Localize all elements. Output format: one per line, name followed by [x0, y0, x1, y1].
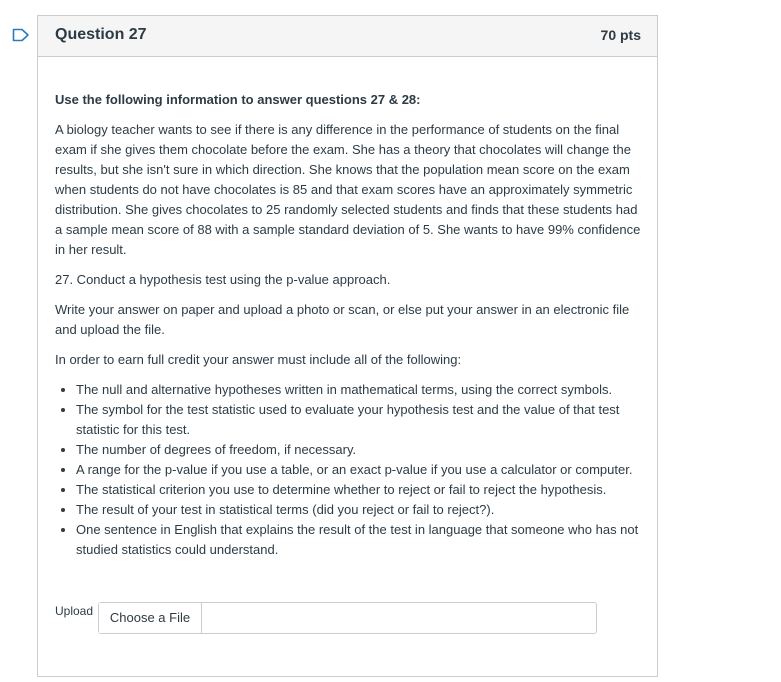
upload-label: Upload — [55, 604, 94, 618]
list-item: • The symbol for the test statistic used to evaluate your hypothesis test and the value of that test statistic for this test. — [76, 400, 645, 440]
list-item: • The null and alternative hypotheses written in mathematical terms, using the correct symbols. — [76, 380, 645, 400]
question-prompt: 27. Conduct a hypothesis test using the p-value approach. — [55, 272, 391, 287]
scenario-text: A biology teacher wants to see if there is any difference in the performance of students on the final exam if she gives them chocolate before the exam. She has a theory that chocolates will change the results, but she isn't sure in which direction. She knows that the population mean score on the exam when students do not have chocolates is 85 and that exam scores have an approximately symmetric distribution. She gives chocolates to 25 randomly selected students and finds that these students had a sample mean score of 88 with a sample standard deviation of 5. She wants to have 99% confidence in her result. — [55, 122, 641, 257]
list-item: • The result of your test in statistical terms (did you reject or fail to reject?). — [76, 500, 645, 520]
question-body — [55, 90, 645, 560]
bookmark-flag-icon[interactable] — [12, 28, 30, 42]
list-item: • The number of degrees of freedom, if necessary. — [76, 440, 645, 460]
choose-file-button[interactable]: Choose a File — [99, 603, 202, 633]
question-header — [38, 16, 657, 57]
question-card — [37, 15, 658, 677]
upload-row — [55, 602, 599, 636]
question-title: Question 27 — [55, 26, 147, 43]
list-item: • The statistical criterion you use to determine whether to reject or fail to reject the hypothesis. — [76, 480, 645, 500]
upload-instructions: Write your answer on paper and upload a photo or scan, or else put your answer in an electronic file and upload the file. — [55, 302, 630, 337]
question-points: 70 pts — [600, 27, 641, 43]
requirements-intro: In order to earn full credit your answer must include all of the following: — [55, 352, 462, 367]
list-item: • One sentence in English that explains the result of the test in language that someone who has not studied statistics could understand. — [76, 520, 645, 560]
requirements-list — [55, 380, 645, 560]
intro-heading: Use the following information to answer questions 27 & 28: — [55, 92, 421, 107]
list-item: • A range for the p-value if you use a table, or an exact p-value if you use a calculator or computer. — [76, 460, 645, 480]
file-upload-field[interactable] — [98, 602, 597, 634]
